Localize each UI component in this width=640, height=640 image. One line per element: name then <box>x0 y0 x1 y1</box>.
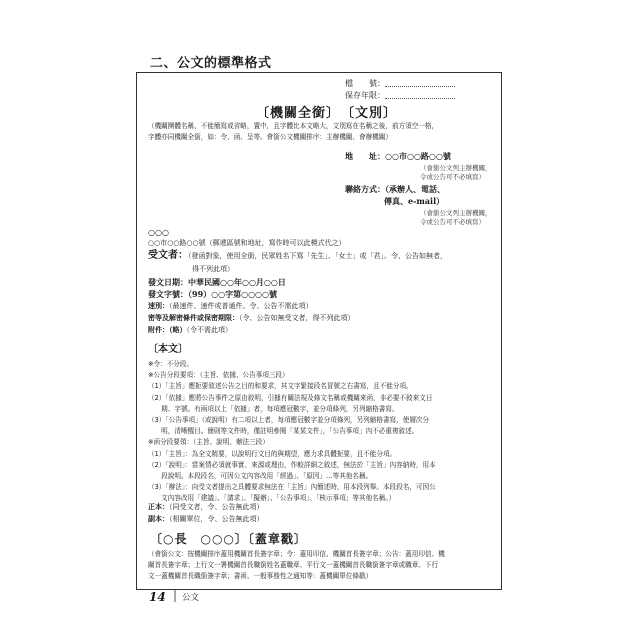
body-line: （1）「主旨」應扼要敘述公告之目的和要求，其文字緊接段名冒號之右書寫，且不能分項。 <box>148 382 413 391</box>
attachment-value: （略） <box>169 325 187 334</box>
file-number-label: 檔 號： <box>345 79 385 88</box>
seal-note <box>148 549 445 582</box>
address-label: 地 址： <box>345 152 385 161</box>
receiver-text-2: 得不列此項） <box>192 265 234 273</box>
copy-main-value: （同受文者，令、公告無此項） <box>169 503 264 511</box>
title-note-1: （機關團體名稱，不能簡寫或省略，置中，且字體比本文略大，文別寫在名稱之後，前方須空一格， <box>148 122 439 130</box>
body-line: （3）「辦法」：向受文者提出之具體要求無法在「主旨」內簡述時，用本段列舉。本段段名，可因公 <box>148 483 436 492</box>
doc-title <box>256 102 397 121</box>
speed-label: 速別： <box>148 301 169 310</box>
attachment-note: （令不需此項） <box>186 326 232 334</box>
send-number-label: 發文字號： <box>148 289 188 299</box>
send-number-value: （99）○○字第○○○○號 <box>188 289 278 299</box>
speed-line <box>148 301 313 311</box>
seal-stamp: 〔蓋章戳〕 <box>247 532 307 546</box>
secret-label: 密等及解密條件或保密期限： <box>148 313 239 322</box>
copy-sub-line <box>148 514 264 524</box>
body-line: 段說明。本段段名，可因公文內容改用「經過」、「原因」…等其他名稱。 <box>148 472 373 481</box>
recipient-address: ○○市○○路○○號（郵遞區號和地址，寫作時可以此模式代之） <box>148 239 346 247</box>
agency-title: 〔機關全銜〕 <box>256 106 334 121</box>
attachment-line <box>148 325 232 335</box>
send-date-line <box>148 277 286 288</box>
body-line: 明，清晰醒目。簡則等文件時，僅註明參閱「某某文件」，「公告事項」內不必重複敘述。 <box>148 427 419 436</box>
body-line: ※令：不分段。 <box>148 360 194 368</box>
footer-section: 公文 <box>182 593 200 603</box>
address-line <box>345 151 451 162</box>
receiver-text-1: （發函對象，使用全銜，民眾姓名下寫「先生」、「女士」或「君」。令、公告如無者， <box>188 252 447 260</box>
body-content <box>148 359 436 505</box>
contact-note-1: （會銜公文列主辦機關， <box>420 209 492 217</box>
section-heading: 二、公文的標準格式 <box>150 56 272 71</box>
send-number-line <box>148 289 277 300</box>
retention-field <box>345 90 455 101</box>
retention-label: 保存年限： <box>345 91 385 100</box>
contact-value-2: 傳真、e-mail） <box>384 196 445 206</box>
contact-label: 聯絡方式： <box>345 184 385 194</box>
body-line: 文內容改用「建議」、「請求」、「擬辦」、「公告事項」、「核示事項」等其他名稱。） <box>148 494 396 503</box>
address-note-2: 令或公告可不必填寫） <box>420 173 485 181</box>
secret-line <box>148 313 355 323</box>
send-date-label: 發文日期： <box>148 277 188 287</box>
retention-blank <box>385 90 455 99</box>
body-line: （3）「公告事項」（或說明）有二項以上者，每項應冠數字並分項條列，另列縮格書寫，使層次分 <box>148 416 430 425</box>
body-title: 〔本文〕 <box>148 344 188 355</box>
body-line: （2）「說明」：當案情必須就事實、來源或理由，作較詳細之敘述，無法於「主旨」內容納時，用本 <box>148 460 436 469</box>
doc-type-title: 〔文別〕 <box>347 106 398 121</box>
contact-line-1 <box>345 184 445 195</box>
copy-main-line <box>148 502 264 512</box>
body-line: 期、字號。有兩項以上「依據」者，每項應冠數字，並分項條列，另列縮格書寫。 <box>148 404 399 413</box>
attachment-label: 附件： <box>148 325 169 334</box>
body-line: ※函分段要領：（主旨、說明、辦法三段） <box>148 438 269 447</box>
seal-note-line: （會銜公文：按機關排序蓋用機關首長簽字章；令：蓋用印信、機關首長簽字章；公告：蓋用印信、機 <box>148 550 445 558</box>
file-number-field <box>345 78 455 89</box>
body-line: （2）「依據」應將公告事件之原由敘明，引據有關法規及條文名稱或機關來函，非必要不敘來文日 <box>148 393 433 402</box>
copy-main-label: 正本： <box>148 502 169 511</box>
copy-sub-label: 副本： <box>148 514 169 523</box>
seal-line <box>150 530 307 547</box>
speed-value: （最速件、速件或普通件。令、公告不需此項） <box>169 302 313 310</box>
contact-note-2: 令或公告可不必填寫） <box>420 218 485 226</box>
address-note-1: （會銜公文列主辦機關， <box>420 164 492 172</box>
receiver-line-1 <box>148 251 447 261</box>
seal-note-line: 文一蓋機關首長職銜簽字章；書函、一般事務性之通知等：蓋機關單位條戳） <box>148 572 373 580</box>
secret-value: （令、公告如無受文者，得不列此項） <box>239 314 355 322</box>
receiver-label: 受文者： <box>148 250 188 261</box>
address-value: ○○市○○路○○號 <box>385 152 451 161</box>
seal-note-line: 關首長簽字章；上行文一署機關首長職銜姓名蓋職章、平行文一蓋機關首長職銜簽字章或職章、下行 <box>148 561 439 569</box>
copy-sub-value: （相關單位，令、公告無此項） <box>169 515 264 523</box>
seal-head: 〔○長 ○○○〕 <box>150 532 248 546</box>
file-number-blank <box>385 78 455 87</box>
body-line: ※公告分段要項：（主旨、依據、公告事項三段） <box>148 371 289 380</box>
contact-value-1: （承辦人、電話、 <box>385 184 445 194</box>
recipient-name: ○○○ <box>148 228 169 237</box>
footer-separator: | <box>173 588 178 602</box>
page-number: 14 <box>149 590 166 604</box>
send-date-value: 中華民國○○年○○月○○日 <box>188 277 286 287</box>
title-note-2: 字體亦同機關全銜，如：令、函、呈等。會銜公文機關排序：主辦機關、會辦機關） <box>148 133 392 141</box>
body-line: （1）「主旨」：為全文精要，以說明行文目的與期望，應力求具體扼要，且不能分項。 <box>148 449 397 458</box>
